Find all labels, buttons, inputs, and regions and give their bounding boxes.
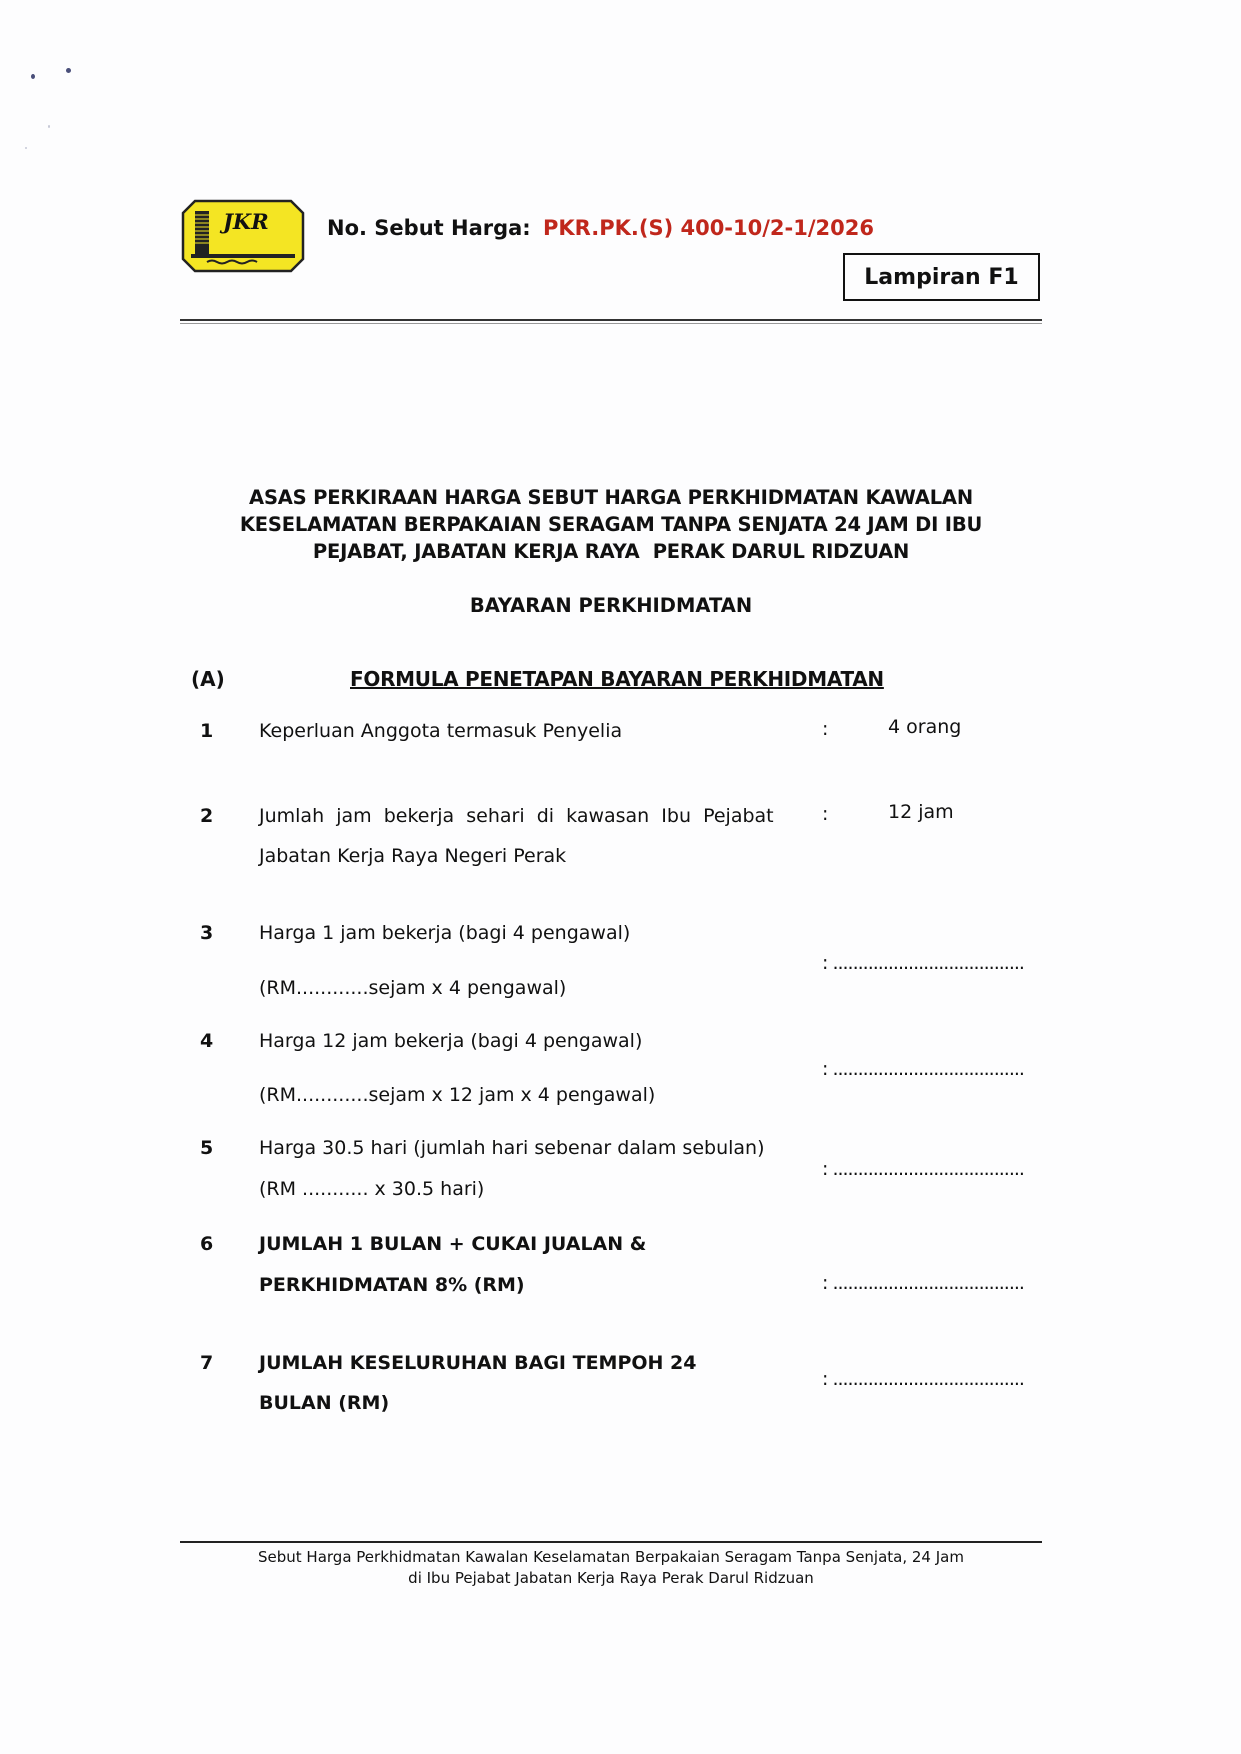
title-line: KESELAMATAN BERPAKAIAN SERAGAM TANPA SENJATA 24 JAM DI IBU xyxy=(239,513,983,536)
item-formula: (RM ........... x 30.5 hari) xyxy=(259,1178,485,1200)
section-label: (A) xyxy=(191,667,225,691)
reference-number: PKR.PK.(S) 400-10/2-1/2026 xyxy=(543,216,874,240)
appendix-label: Lampiran F1 xyxy=(864,264,1019,290)
item-formula: (RM............sejam x 12 jam x 4 pengawal) xyxy=(259,1084,656,1106)
jkr-logo xyxy=(181,199,305,273)
document-subtitle: BAYARAN PERKHIDMATAN xyxy=(469,594,753,617)
item-description: Jumlah jam bekerja sehari di kawasan Ibu Pejabat xyxy=(259,805,774,827)
document-title xyxy=(180,484,1042,565)
item-description: Keperluan Anggota termasuk Penyelia xyxy=(259,720,623,742)
footer-line: Sebut Harga Perkhidmatan Kawalan Keselamatan Berpakaian Seragam Tanpa Senjata, 24 Jam xyxy=(258,1548,964,1566)
item-formula: (RM............sejam x 4 pengawal) xyxy=(259,977,567,999)
logo-text: JKR xyxy=(223,209,269,234)
item-description: JUMLAH KESELURUHAN BAGI TEMPOH 24 xyxy=(259,1352,697,1374)
item-answer-blank[interactable]: : ...................................... xyxy=(822,1272,1024,1294)
footer-line: di Ibu Pejabat Jabatan Kerja Raya Perak Darul Ridzuan xyxy=(408,1569,814,1587)
item-answer-blank[interactable]: : ...................................... xyxy=(822,952,1024,974)
item-description: Harga 30.5 hari (jumlah hari sebenar dalam sebulan) xyxy=(259,1137,765,1159)
item-description: Harga 1 jam bekerja (bagi 4 pengawal) xyxy=(259,922,631,944)
reference-label: No. Sebut Harga: xyxy=(327,216,531,240)
appendix-badge xyxy=(843,253,1040,301)
item-number: 4 xyxy=(200,1030,214,1052)
section-title: FORMULA PENETAPAN BAYARAN PERKHIDMATAN xyxy=(350,667,884,691)
item-answer-blank[interactable]: : ...................................... xyxy=(822,1368,1024,1390)
item-value: 4 orang xyxy=(888,716,962,738)
header-divider-thin xyxy=(180,323,1042,324)
item-answer-blank[interactable]: : ...................................... xyxy=(822,1058,1024,1080)
item-number: 1 xyxy=(200,720,214,742)
item-answer-blank[interactable]: : ...................................... xyxy=(822,1158,1024,1180)
item-number: 5 xyxy=(200,1137,214,1159)
title-line: PEJABAT, JABATAN KERJA RAYA PERAK DARUL RIDZUAN xyxy=(312,540,910,563)
item-colon: : xyxy=(822,803,829,825)
item-description-cont: BULAN (RM) xyxy=(259,1392,390,1414)
item-colon: : xyxy=(822,718,829,740)
item-value: 12 jam xyxy=(888,801,954,823)
header-divider xyxy=(180,319,1042,321)
item-number: 2 xyxy=(200,805,214,827)
item-number: 6 xyxy=(200,1233,214,1255)
item-number: 3 xyxy=(200,922,214,944)
page-footer xyxy=(180,1547,1042,1589)
item-description-cont: Jabatan Kerja Raya Negeri Perak xyxy=(259,845,567,867)
footer-divider xyxy=(180,1541,1042,1543)
item-description-cont: PERKHIDMATAN 8% (RM) xyxy=(259,1274,525,1296)
item-number: 7 xyxy=(200,1352,214,1374)
title-line: ASAS PERKIRAAN HARGA SEBUT HARGA PERKHIDMATAN KAWALAN xyxy=(249,486,973,509)
item-description: Harga 12 jam bekerja (bagi 4 pengawal) xyxy=(259,1030,643,1052)
item-description: JUMLAH 1 BULAN + CUKAI JUALAN & xyxy=(259,1233,647,1255)
